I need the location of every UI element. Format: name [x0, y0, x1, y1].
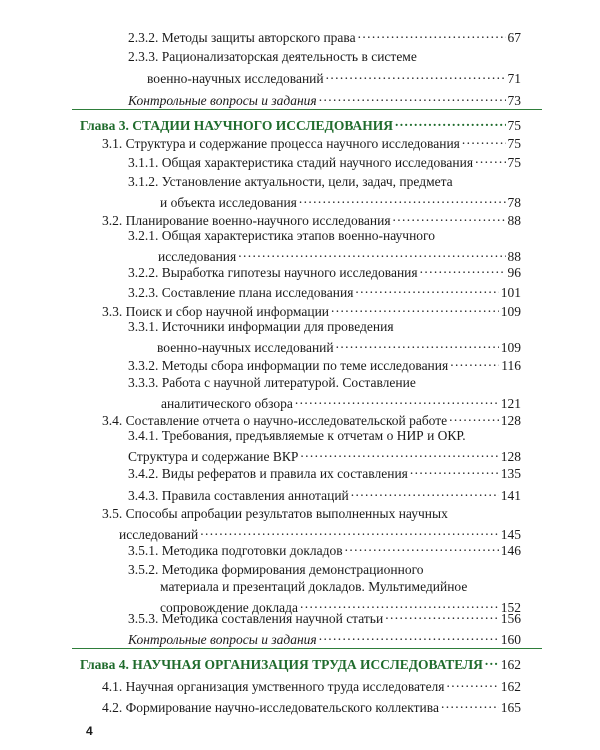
toc-page-number: 88: [507, 249, 521, 264]
toc-entry-text: исследования: [158, 249, 237, 264]
toc-page-number: 141: [500, 488, 521, 503]
dot-leader: [485, 652, 499, 669]
toc-entry-text: Контрольные вопросы и задания: [128, 632, 317, 647]
toc-page-number: 71: [507, 71, 521, 86]
dot-leader: [331, 299, 499, 316]
dot-leader: [358, 25, 506, 42]
dot-leader: [355, 280, 498, 297]
toc-page-number: 67: [507, 30, 521, 45]
toc-entry-text: Структура и содержание ВКР: [128, 449, 299, 464]
chapter-divider: [72, 648, 542, 649]
toc-page-number: 78: [507, 195, 521, 210]
toc-entry: [128, 427, 521, 465]
dot-leader: [300, 444, 498, 461]
toc-page-number: 145: [500, 527, 521, 542]
toc-entry: [102, 674, 521, 695]
toc-entry-text: 3.4.3. Правила составления аннотаций: [128, 488, 349, 503]
toc-entry: [128, 538, 521, 559]
toc-entry-text: 2.3.3. Рационализаторская деятельность в системе: [128, 49, 417, 64]
toc-entry: [128, 374, 521, 412]
toc-entry: [128, 173, 521, 211]
toc-entry-text: 3.1.2. Установление актуальности, цели, задач, предмета: [128, 174, 453, 189]
dot-leader: [447, 674, 499, 691]
toc-entry: [102, 299, 521, 320]
toc-page-number: 75: [507, 155, 521, 170]
toc-entry-text: Глава 4. НАУЧНАЯ ОРГАНИЗАЦИЯ ТРУДА ИССЛЕДОВАТЕЛЯ: [80, 657, 483, 672]
toc-entry: [102, 131, 521, 152]
toc-page-number: 109: [500, 304, 521, 319]
toc-entry-text: 3.3.1. Источники информации для проведения: [128, 319, 394, 334]
toc-entry: [128, 150, 521, 171]
toc-entry: [128, 25, 521, 46]
toc-page-number: 75: [507, 136, 521, 151]
toc-entry-text: 3.1. Структура и содержание процесса научного исследования: [102, 136, 460, 151]
toc-page-number: 128: [500, 413, 521, 428]
dot-leader: [319, 88, 506, 105]
toc-page-number: 162: [500, 679, 521, 694]
dot-leader: [475, 150, 505, 167]
dot-leader: [238, 244, 505, 261]
chapter-heading: [80, 652, 521, 673]
chapter-divider: [72, 109, 542, 110]
toc-entry-text: 3.4.2. Виды рефератов и правила их составления: [128, 466, 408, 481]
toc-entry-text: военно-научных исследований: [147, 71, 324, 86]
toc-entry-text: 3.2.2. Выработка гипотезы научного исследования: [128, 265, 418, 280]
toc-page-number: 146: [500, 543, 521, 558]
toc-entry: [128, 483, 521, 504]
toc-entry-text: 2.3.2. Методы защиты авторского права: [128, 30, 356, 45]
toc-entry-text: 3.2.1. Общая характеристика этапов военно-научного: [128, 228, 436, 243]
toc-entry: [102, 408, 521, 429]
toc-page-number: 88: [507, 213, 521, 228]
toc-page-number: 116: [501, 358, 521, 373]
toc-entry: [128, 48, 521, 87]
dot-leader: [336, 335, 499, 352]
dot-leader: [420, 260, 506, 277]
toc-entry: [128, 280, 521, 301]
toc-entry: [128, 627, 521, 648]
toc-entry-text: 3.4.1. Требования, предъявляемые к отчетам о НИР и ОКР.: [128, 428, 466, 443]
toc-page-number: 152: [500, 600, 521, 615]
toc-entry-text: 3.3.3. Работа с научной литературой. Составление: [128, 375, 416, 390]
dot-leader: [299, 190, 506, 207]
dot-leader: [410, 461, 499, 478]
dot-leader: [351, 483, 499, 500]
dot-leader: [462, 131, 506, 148]
toc-entry-text: 3.5. Способы апробации результатов выполненных научных: [102, 506, 448, 521]
toc-entry-text: 3.1.1. Общая характеристика стадий научного исследования: [128, 155, 474, 170]
toc-entry-text: и объекта исследования: [160, 195, 297, 210]
toc-entry: [128, 260, 521, 281]
toc-entry-text: 3.2.3. Составление плана исследования: [128, 285, 354, 300]
toc-entry-text: 3.5.3. Методика составления научной статьи: [128, 611, 384, 626]
dot-leader: [345, 538, 499, 555]
dot-leader: [385, 606, 499, 623]
dot-leader: [395, 113, 506, 130]
toc-entry-text: 3.3.2. Методы сбора информации по теме исследования: [128, 358, 449, 373]
toc-entry: [128, 461, 521, 482]
toc-entry: [102, 208, 521, 229]
dot-leader: [295, 391, 499, 408]
dot-leader: [326, 66, 506, 83]
toc-entry: [128, 88, 521, 109]
page-number: 4: [86, 724, 93, 738]
toc-entry: [128, 318, 521, 356]
toc-entry-text: 3.5.1. Методика подготовки докладов: [128, 543, 343, 558]
dot-leader: [441, 695, 499, 712]
toc-entry: [128, 353, 521, 374]
toc-page-number: 96: [507, 265, 521, 280]
toc-page-number: 101: [500, 285, 521, 300]
toc-entry-text: 4.1. Научная организация умственного труда исследователя: [102, 679, 445, 694]
toc-page-number: 109: [500, 340, 521, 355]
toc-page-number: 135: [500, 466, 521, 481]
toc-entry-text: 3.4. Составление отчета о научно-исследовательской работе: [102, 413, 448, 428]
toc-page-number: 75: [507, 118, 521, 133]
toc-entry: [102, 695, 521, 716]
toc-entry-text: материала и презентаций докладов. Мультимедийное: [160, 579, 468, 594]
toc-entry-text: Глава 3. СТАДИИ НАУЧНОГО ИССЛЕДОВАНИЯ: [80, 118, 393, 133]
toc-page-number: 165: [500, 700, 521, 715]
dot-leader: [393, 208, 506, 225]
dot-leader: [449, 408, 499, 425]
toc-page-number: 162: [500, 657, 521, 672]
toc-entry-text: военно-научных исследований: [157, 340, 334, 355]
toc-entry-text: 3.5.2. Методика формирования демонстрационного: [128, 562, 424, 577]
dot-leader: [319, 627, 499, 644]
toc-entry-text: Контрольные вопросы и задания: [128, 93, 317, 108]
toc-entry-text: 3.2. Планирование военно-научного исследования: [102, 213, 391, 228]
toc-entry-text: сопровождение доклада: [160, 600, 298, 615]
toc-page-number: 73: [507, 93, 521, 108]
toc-entry-text: исследований: [119, 527, 199, 542]
toc-page-number: 121: [500, 396, 521, 411]
toc-entry-text: 4.2. Формирование научно-исследовательского коллектива: [102, 700, 439, 715]
toc-entry-text: аналитического обзора: [161, 396, 293, 411]
dot-leader: [450, 353, 499, 370]
toc-page-number: 160: [500, 632, 521, 647]
toc-entry-text: 3.3. Поиск и сбор научной информации: [102, 304, 330, 319]
toc-entry: [128, 606, 521, 627]
toc-page-number: 128: [500, 449, 521, 464]
dot-leader: [200, 522, 499, 539]
toc-page-number: 156: [500, 611, 521, 626]
